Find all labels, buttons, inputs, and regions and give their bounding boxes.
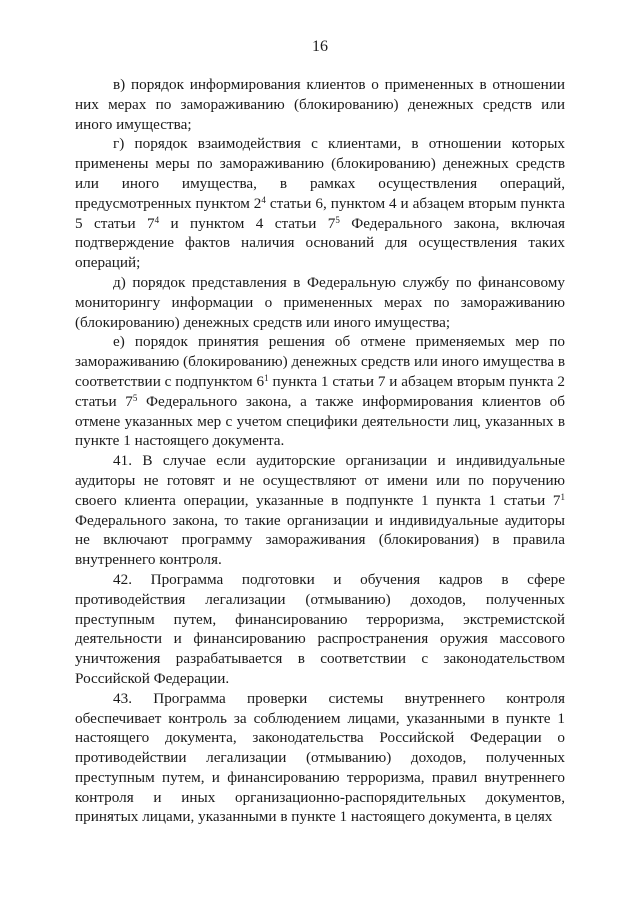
paragraph — [75, 75, 565, 134]
superscript: 5 — [132, 392, 138, 403]
text-run: Федерального закона, включая подтверждение фактов наличия оснований для осуществления таких операций; — [75, 214, 566, 272]
text-run: г) порядок взаимодействия с клиентами, в отношении которых применены меры по замораживанию (блокированию) денежных средств или иного имущества, в рамках осуществления операций, предусмотренных пунктом 2 — [75, 135, 565, 212]
text-run: Федерального закона, а также информирования клиентов об отмене указанных мер с учетом специфики деятельности лиц, указанных в пункте 1 настоящего документа. — [75, 392, 565, 450]
paragraph — [75, 134, 565, 273]
paragraph — [75, 570, 565, 689]
superscript: 5 — [335, 214, 340, 225]
superscript: 1 — [264, 372, 269, 383]
text-run: статьи 6, пунктом 4 и абзацем вторым пункта 5 статьи 7 — [75, 194, 565, 232]
page-number: 16 — [312, 38, 328, 55]
text-run: 42. Программа подготовки и обучения кадров в сфере противодействия легализации (отмыванию) доходов, полученных преступным путем, финансированию терроризма, экстремистской деятельности и финансированию распространения оружия массового уничтожения разрабатывается в соответствии с законодательством Российской Федерации. — [75, 570, 565, 687]
text-run: Федерального закона, то такие организации и индивидуальные аудиторы не включают программу замораживания (блокирования) в правила внутреннего контроля. — [75, 511, 565, 569]
document-body — [75, 75, 565, 827]
paragraph — [75, 689, 565, 828]
paragraph — [75, 451, 565, 570]
superscript: 4 — [154, 214, 160, 225]
text-run: е) порядок принятия решения об отмене применяемых мер по замораживанию (блокированию) денежных средств или иного имущества в соответствии с подпунктом 6 — [75, 333, 565, 390]
text-run: 41. В случае если аудиторские организации и индивидуальные аудиторы не готовят и не осуществляют от имени или по поручению своего клиента операции, указанные в подпункте 1 пункта 1 статьи 7 — [75, 452, 565, 509]
text-run: д) порядок представления в Федеральную службу по финансовому мониторингу информации о примененных мерах по замораживанию (блокированию) денежных средств или иного имущества; — [75, 273, 565, 331]
superscript: 4 — [261, 194, 266, 205]
text-run: 43. Программа проверки системы внутреннего контроля обеспечивает контроль за соблюдением лицами, указанными в пункте 1 настоящего документа, законодательства Российской Федерации о противодействии легализации (отмыванию) доходов, полученных преступным путем, и финансированию терроризма, правил внутреннего контроля и иных организационно-распорядительных документов, принятых лицами, указанными в пункте 1 настоящего документа, в целях — [75, 689, 565, 826]
paragraph — [75, 332, 565, 451]
text-run: пункта 1 статьи 7 и абзацем вторым пункта 2 статьи 7 — [75, 372, 565, 410]
paragraph — [75, 273, 565, 332]
text-run: в) порядок информирования клиентов о примененных в отношении них мерах по замораживанию (блокированию) денежных средств или иного имущества; — [75, 76, 565, 133]
text-run: и пунктом 4 статьи 7 — [159, 214, 336, 232]
superscript: 1 — [560, 491, 565, 502]
